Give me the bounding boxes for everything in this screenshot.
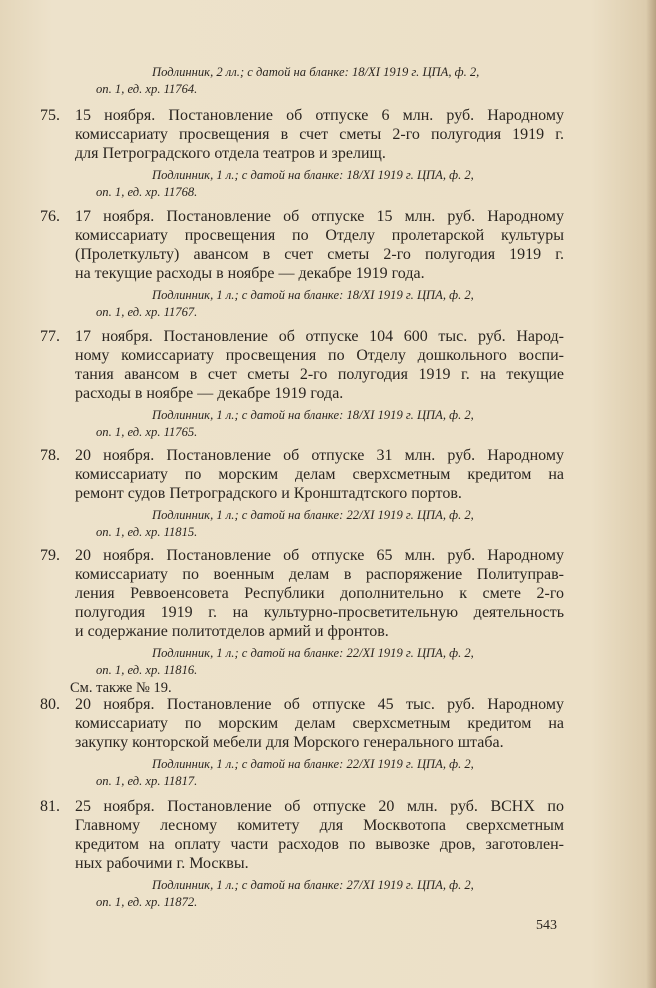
source-line-2: оп. 1, ед. хр. 11817. — [96, 774, 198, 788]
source-line-1: Подлинник, 2 лл.; с датой на бланке: 18/XI 1919 г. ЦПА, ф. 2, — [152, 65, 480, 79]
source-note — [96, 877, 564, 911]
source-line-1: Подлинник, 1 л.; с датой на бланке: 18/XI 1919 г. ЦПА, ф. 2, — [152, 288, 474, 302]
entry-line: 20 ноября. Постановление об отпуске 31 млн. руб. Народному — [75, 447, 564, 464]
source-note — [96, 645, 564, 679]
entry-text — [75, 797, 564, 873]
entry-line: для Петроградского отдела театров и зрелищ. — [75, 145, 386, 162]
entry-line: комиссариату по военным делам в распоряжение Политуправ- — [75, 566, 564, 583]
entry-line: комиссариату по морским делам сверхсметным кредитом на — [75, 466, 564, 483]
entry-78 — [0, 446, 656, 541]
entry-76 — [0, 207, 656, 321]
entry-number: 76. — [40, 208, 60, 225]
source-line-2: оп. 1, ед. хр. 11764. — [96, 82, 198, 96]
source-line-2: оп. 1, ед. хр. 11872. — [96, 895, 198, 909]
entry-line: ремонт судов Петроградского и Кронштадтского портов. — [75, 485, 462, 502]
entry-line: комиссариату по морским делам сверхсметным кредитом на — [75, 715, 564, 732]
entry-text — [75, 207, 564, 283]
source-note — [96, 756, 564, 790]
source-line-1: Подлинник, 1 л.; с датой на бланке: 22/XI 1919 г. ЦПА, ф. 2, — [152, 646, 474, 660]
entry-75 — [0, 106, 656, 201]
entry-line: кредитом на оплату части расходов по вывозке дров, заготовлен- — [75, 836, 564, 853]
entry-text — [75, 446, 564, 503]
source-note — [96, 167, 564, 201]
source-line-2: оп. 1, ед. хр. 11815. — [96, 525, 198, 539]
source-line-2: оп. 1, ед. хр. 11816. — [96, 663, 198, 677]
entry-line: тания авансом в счет сметы 2-го полугодия 1919 г. на текущие — [75, 366, 564, 383]
entry-line: 20 ноября. Постановление об отпуске 45 тыс. руб. Народному — [75, 696, 564, 713]
source-line-1: Подлинник, 1 л.; с датой на бланке: 22/XI 1919 г. ЦПА, ф. 2, — [152, 508, 474, 522]
source-line-1: Подлинник, 1 л.; с датой на бланке: 18/XI 1919 г. ЦПА, ф. 2, — [152, 168, 474, 182]
entry-number: 77. — [40, 328, 60, 345]
source-line-2: оп. 1, ед. хр. 11765. — [96, 425, 198, 439]
source-note — [96, 287, 564, 321]
entry-line: расходы в ноябре — декабре 1919 года. — [75, 385, 344, 402]
entry-80 — [0, 695, 656, 790]
entry-line: Главному лесному комитету для Москвотопа сверхсметным — [75, 817, 564, 834]
entry-line: 17 ноября. Постановление об отпуске 15 млн. руб. Народному — [75, 208, 564, 225]
entry-line: комиссариату просвещения по Отделу пролетарской культуры — [75, 227, 564, 244]
entry-line: полугодия 1919 г. на культурно-просветительную деятельность — [75, 604, 564, 621]
source-line-2: оп. 1, ед. хр. 11768. — [96, 185, 198, 199]
top-source-note — [0, 64, 656, 98]
entry-number: 79. — [40, 547, 60, 564]
entry-text — [75, 106, 564, 163]
entry-line: закупку конторской мебели для Морского генерального штаба. — [75, 734, 504, 751]
entry-line: 20 ноября. Постановление об отпуске 65 млн. руб. Народному — [75, 547, 564, 564]
entry-79 — [0, 546, 656, 697]
entry-line: и содержание политотделов армий и фронтов. — [75, 623, 389, 640]
entry-line: на текущие расходы в ноябре — декабре 1919 года. — [75, 265, 425, 282]
entry-line: 17 ноября. Постановление об отпуске 104 600 тыс. руб. Народ- — [75, 328, 564, 345]
entry-line: 25 ноября. Постановление об отпуске 20 млн. руб. ВСНХ по — [75, 798, 564, 815]
source-line-1: Подлинник, 1 л.; с датой на бланке: 22/XI 1919 г. ЦПА, ф. 2, — [152, 757, 474, 771]
source-line-1: Подлинник, 1 л.; с датой на бланке: 27/XI 1919 г. ЦПА, ф. 2, — [152, 878, 474, 892]
entry-line: ному комиссариату просвещения по Отделу дошкольного воспи- — [75, 347, 564, 364]
entry-line: ных рабочими г. Москвы. — [75, 855, 249, 872]
entry-text — [75, 695, 564, 752]
entry-line: 15 ноября. Постановление об отпуске 6 млн. руб. Народному — [75, 107, 564, 124]
entry-line: ления Реввоенсовета Республики дополнительно к смете 2-го — [75, 585, 564, 602]
source-line-2: оп. 1, ед. хр. 11767. — [96, 305, 198, 319]
entry-77 — [0, 327, 656, 441]
source-note — [96, 407, 564, 441]
entry-number: 81. — [40, 798, 60, 815]
page-number: 543 — [536, 918, 557, 933]
entry-line: комиссариату просвещения в счет сметы 2-го полугодия 1919 г. — [75, 126, 564, 143]
entry-text — [75, 327, 564, 403]
entry-number: 78. — [40, 447, 60, 464]
entry-81 — [0, 797, 656, 911]
source-line-1: Подлинник, 1 л.; с датой на бланке: 18/XI 1919 г. ЦПА, ф. 2, — [152, 408, 474, 422]
source-note — [96, 507, 564, 541]
entry-number: 80. — [40, 696, 60, 713]
entry-text — [75, 546, 564, 641]
entry-number: 75. — [40, 107, 60, 124]
see-also-note: См. также № 19. — [70, 680, 172, 696]
entry-line: (Пролеткульту) авансом в счет сметы 2-го полугодия 1919 г. — [75, 246, 564, 263]
